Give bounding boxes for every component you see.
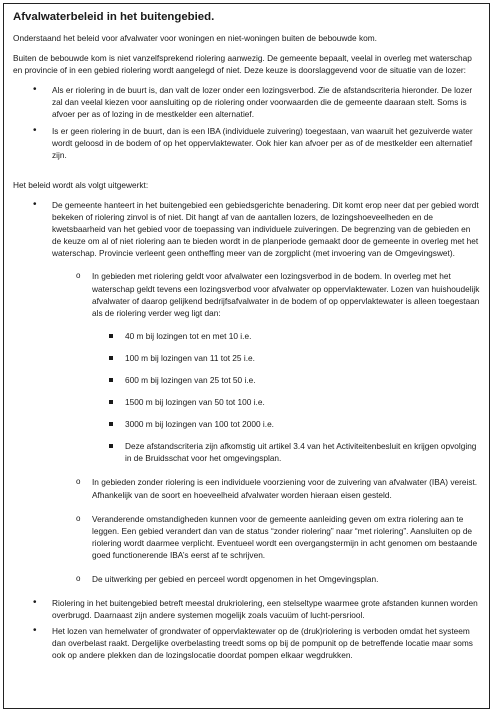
sub1-text: In gebieden met riolering geldt voor afvalwater een lozingsverbod in de bodem. In overleg met het waterschap geldt tevens een lozingsverbod voor afvalwater op oppervlaktewater. Lozen van huishoudelijk afvalwater of daarop gelijkend bedrijfsafvalwater in de bodem of op oppervlaktewater is alleen toegestaan als de riolering verder weg ligt dan: [92,271,480,318]
policy-sublist [52,270,480,585]
list-item: 600 m bij lozingen van 25 tot 50 i.e. [92,374,480,386]
list-item: o De uitwerking per gebied en perceel wordt opgenomen in het Omgevingsplan. [52,573,480,585]
list-item: • Als er riolering in de buurt is, dan valt de lozer onder een lozingsverbod. Zie de afstandscriteria hieronder. De lozer zal dan veelal kiezen voor aansluiting op de riolering onder voorwaarden die de gemeente daaraan stelt. Soms is afvoer per as of lozing in de mestkelder een alternatief. [13,84,480,120]
list-item [13,199,480,585]
policy-intro: Het beleid wordt als volgt uitgewerkt: [13,179,149,190]
context-paragraph: Buiten de bebouwde kom is niet vanzelfsprekend riolering aanwezig. De gemeente bepaalt, veelal in overleg met waterschap en provincie of in een gebied riolering wordt aangelegd of niet. Deze keuze is doorslaggevend voor de situatie van de lozer: [13,53,472,76]
list-item: o Veranderende omstandigheden kunnen voor de gemeente aanleiding geven om extra riolering aan te leggen. Een gebied verandert dan van de status “zonder riolering” naar “met riolering”. Aansluiten op de riolering wordt daarmee verplicht. Eventueel wordt een overgangstermijn in acht genomen om bestaande goed functionerende IBA’s eerst af te schrijven. [52,513,480,561]
list-item [52,270,480,464]
list-item: • Riolering in het buitengebied betreft meestal drukriolering, een stelseltype waarmee grote afstanden kunnen worden overbrugd. Daarnaast zijn andere systemen mogelijk zoals vacuüm of lucht-persriool. [13,597,480,621]
intro-paragraph: Onderstaand het beleid voor afvalwater voor woningen en niet-woningen buiten de bebouwde kom. [13,33,377,43]
situation-list [13,84,480,161]
list-item: • Het lozen van hemelwater of grondwater of oppervlaktewater op de (druk)riolering is verboden omdat het systeem dan overbelast raakt. Dergelijke overbelasting treedt soms op bij de pompunit op de betreffende locatie maar soms ook op andere plekken dan de lozingslocatie doordat pompen elkaar wegdrukken. [13,625,480,661]
document-title: Afvalwaterbeleid in het buitengebied. [13,11,215,23]
list-item: 3000 m bij lozingen van 100 tot 2000 i.e. [92,418,480,430]
document-frame [3,3,490,709]
list-item: 100 m bij lozingen van 11 tot 25 i.e. [92,352,480,364]
policy-list [13,199,480,662]
list-item: Deze afstandscriteria zijn afkomstig uit artikel 3.4 van het Activiteitenbesluit en krijgen opvolging in de Bruidsschat voor het omgevingsplan. [92,440,480,464]
list-item: • Is er geen riolering in de buurt, dan is een IBA (individuele zuivering) toegestaan, van waaruit het gezuiverde water wordt geloosd in de bodem of op het oppervlaktewater. Ook hier kan afvoer per as of de mestkelder een alternatief zijn. [13,125,480,161]
list-item: 1500 m bij lozingen van 50 tot 100 i.e. [92,396,480,408]
policy-main-text: De gemeente hanteert in het buitengebied een gebiedsgerichte benadering. Dit komt erop neer dat per gebied wordt bekeken of riolering zinvol is of niet. Dit hangt af van de aantallen lozers, de lozingshoeveelheden en de kwetsbaarheid van het gebied voor de toepassing van individuele zuiveringen. De begrenzing van de gebieden en de keuze om al of niet riolering aan te bieden wordt in de planperiode gemaakt door de gemeente in overleg met het waterschap. Provincie verleent geen ontheffing meer van de zorgplicht (met invoering van de Omgevingswet). [52,199,479,259]
distance-list [92,330,480,465]
list-item: o In gebieden zonder riolering is een individuele voorziening voor de zuivering van afvalwater (IBA) vereist. Afhankelijk van de soort en hoeveelheid afvalwater worden hieraan eisen gesteld. [52,476,480,500]
list-item: 40 m bij lozingen tot en met 10 i.e. [92,330,480,342]
